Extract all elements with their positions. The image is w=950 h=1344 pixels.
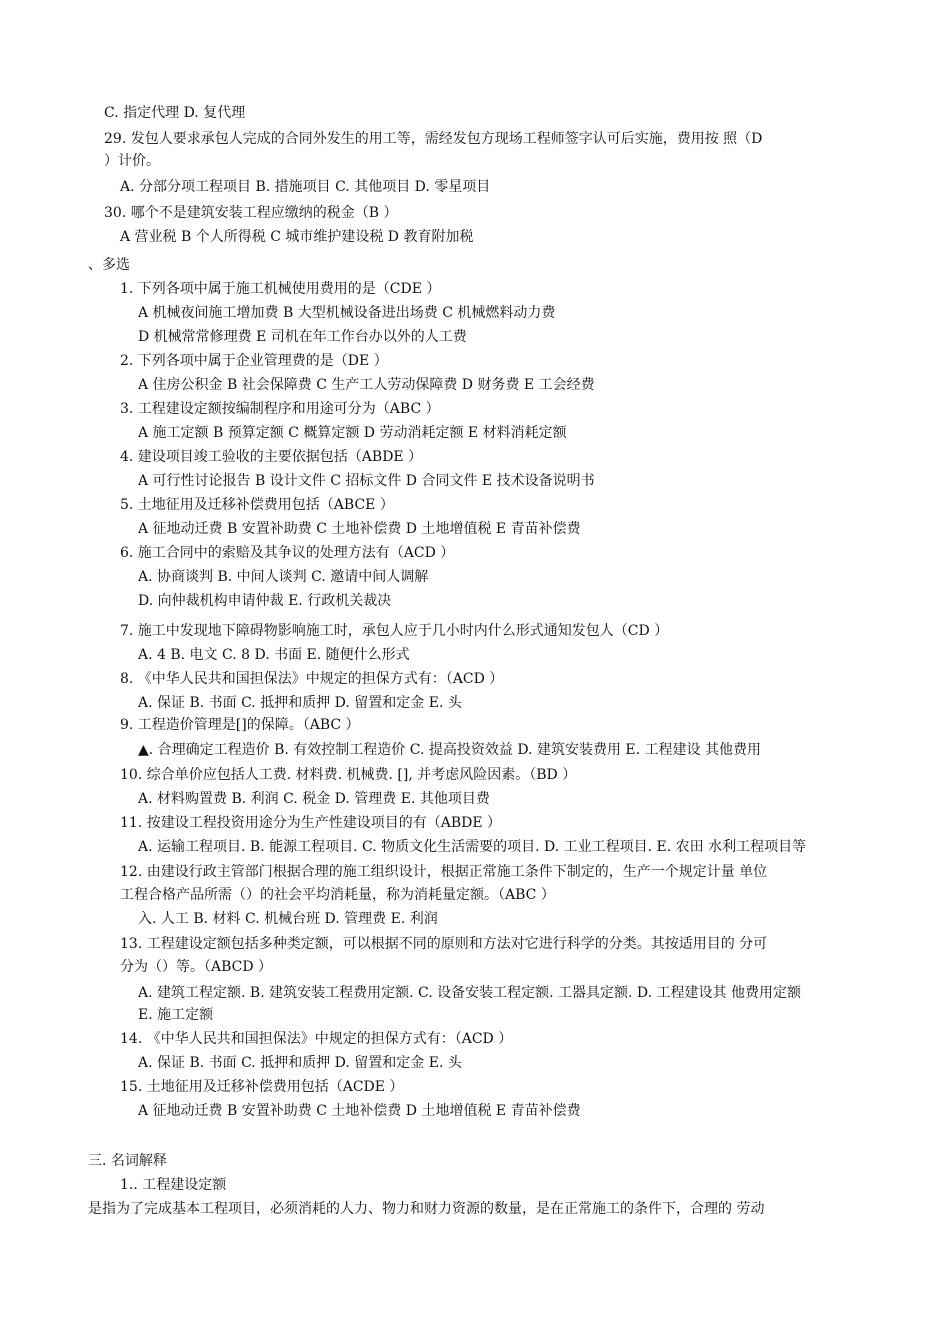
options-30: A 营业税 B 个人所得税 C 城市维护建设税 D 教育附加税 [120, 229, 474, 245]
options-13a: A. 建筑工程定额. B. 建筑安装工程费用定额. C. 设备安装工程定额. 工器具定额. D. 工程建设其 他费用定额 [138, 985, 801, 1001]
options-11: A. 运输工程项目. B. 能源工程项目. C. 物质文化生活需要的项目. D. 工业工程项目. E. 农田 水利工程项目等 [138, 839, 807, 855]
options-2: A 住房公积金 B 社会保障费 C 生产工人劳动保障费 D 财务费 E 工会经费 [138, 377, 595, 393]
options-8: A. 保证 B. 书面 C. 抵押和质押 D. 留置和定金 E. 头 [138, 695, 462, 711]
section-heading-glossary: 三. 名词解释 [88, 1153, 167, 1169]
question-30: 30. 哪个不是建筑安装工程应缴纳的税金（B ） [104, 205, 398, 221]
options-10: A. 材料购置费 B. 利润 C. 税金 D. 管理费 E. 其他项目费 [138, 791, 490, 807]
question-6: 6. 施工合同中的索赔及其争议的处理方法有（ACD ） [120, 545, 455, 561]
question-2: 2. 下列各项中属于企业管理费的是（DE ） [120, 353, 388, 369]
question-1: 1. 下列各项中属于施工机械使用费用的是（CDE ） [120, 281, 441, 297]
options-9: ▲. 合理确定工程造价 B. 有效控制工程造价 C. 提高投资效益 D. 建筑安装费用 E. 工程建设 其他费用 [138, 742, 761, 758]
options-29: A. 分部分项工程项目 B. 措施项目 C. 其他项目 D. 零星项目 [120, 179, 491, 195]
options-5: A 征地动迁费 B 安置补助费 C 土地补偿费 D 土地增值税 E 青苗补偿费 [138, 521, 581, 537]
question-3: 3. 工程建设定额按编制程序和用途可分为（ABC ） [120, 401, 440, 417]
question-5: 5. 土地征用及迁移补偿费用包括（ABCE ） [120, 497, 394, 513]
options-7: A. 4 B. 电文 C. 8 D. 书面 E. 随便什么形式 [138, 647, 410, 663]
question-13a: 13. 工程建设定额包括多种类定额，可以根据不同的原则和方法对它进行科学的分类。其按适用目的 分可 [120, 936, 768, 952]
text-line: ）计价。 [104, 153, 160, 169]
options-6b: D. 向仲裁机构申请仲裁 E. 行政机关裁决 [138, 593, 392, 609]
options-13b: E. 施工定额 [138, 1007, 214, 1023]
options-1a: A 机械夜间施工增加费 B 大型机械设备进出场费 C 机械燃料动力费 [138, 305, 556, 321]
options-4: A 可行性讨论报告 B 设计文件 C 招标文件 D 合同文件 E 技术设备说明书 [138, 473, 595, 489]
options-3: A 施工定额 B 预算定额 C 概算定额 D 劳动消耗定额 E 材料消耗定额 [138, 425, 567, 441]
question-11: 11. 按建设工程投资用途分为生产性建设项目的有（ABDE ） [120, 815, 502, 831]
glossary-term-1: 1.. 工程建设定额 [120, 1177, 227, 1193]
question-12a: 12. 由建设行政主管部门根据合理的施工组织设计，根据正常施工条件下制定的，生产一个规定计量 单位 [120, 864, 768, 880]
question-9: 9. 工程造价管理是[]的保障。（ABC ） [120, 717, 360, 733]
question-8: 8. 《中华人民共和国担保法》中规定的担保方式有：（ACD ） [120, 671, 504, 687]
options-1b: D 机械常常修理费 E 司机在年工作台办以外的人工费 [138, 329, 467, 345]
options-14: A. 保证 B. 书面 C. 抵押和质押 D. 留置和定金 E. 头 [138, 1055, 462, 1071]
question-7: 7. 施工中发现地下障碍物影响施工时，承包人应于几小时内什么形式通知发包人（CD ） [120, 623, 669, 639]
question-14: 14. 《中华人民共和国担保法》中规定的担保方式有：（ACD ） [120, 1031, 513, 1047]
glossary-definition-1: 是指为了完成基本工程项目，必须消耗的人力、物力和财力资源的数量，是在正常施工的条件下，合理的 劳动 [88, 1201, 765, 1217]
question-4: 4. 建设项目竣工验收的主要依据包括（ABDE ） [120, 449, 423, 465]
section-heading-multiple-choice: 、多选 [88, 257, 130, 273]
question-12b: 工程合格产品所需（）的社会平均消耗量，称为消耗量定额。（ABC ） [120, 887, 555, 903]
question-13b: 分为（）等。（ABCD ） [120, 959, 273, 975]
options-15: A 征地动迁费 B 安置补助费 C 土地补偿费 D 土地增值税 E 青苗补偿费 [138, 1103, 581, 1119]
question-10: 10. 综合单价应包括人工费. 材料费. 机械费. [], 并考虑风险因素。（BD ） [120, 767, 577, 783]
question-29: 29. 发包人要求承包人完成的合同外发生的用工等，需经发包方现场工程师签字认可后实施，费用按 照（D [104, 131, 763, 147]
options-6a: A. 协商谈判 B. 中间人谈判 C. 邀请中间人调解 [138, 569, 429, 585]
text-line: C. 指定代理 D. 复代理 [104, 105, 246, 121]
question-15: 15. 土地征用及迁移补偿费用包括（ACDE ） [120, 1079, 404, 1095]
options-12: 入. 人工 B. 材料 C. 机械台班 D. 管理费 E. 利润 [138, 911, 438, 927]
